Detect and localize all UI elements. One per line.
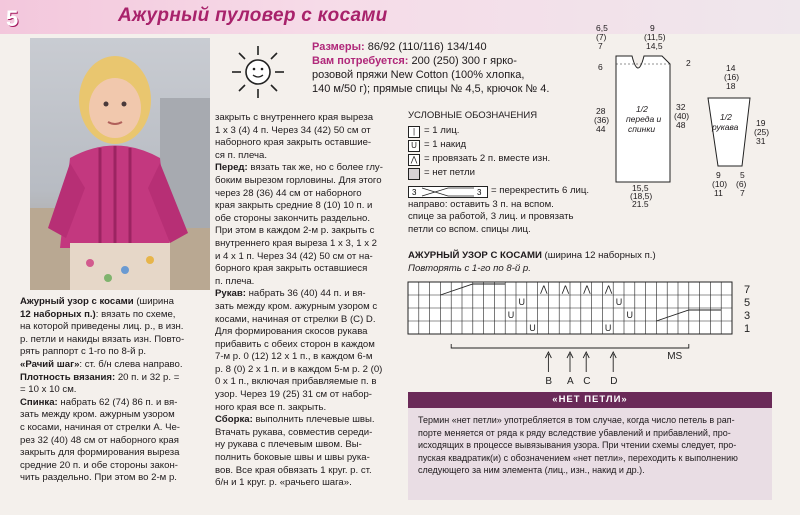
front-height-left: 28 xyxy=(596,106,606,116)
front-height-right-3: 48 xyxy=(676,120,686,130)
left-col-line xyxy=(20,422,215,435)
mid-col-line-text: края закрыть средние 8 (10) 10 п. и xyxy=(215,200,373,212)
left-col-line xyxy=(20,460,215,473)
chart-symbol: U xyxy=(518,297,525,307)
mid-col-line xyxy=(215,301,405,314)
mid-col-line-text: р. 8 (0) 2 х 1 п. и в каждом 5-м р. 2 (0) xyxy=(215,363,383,375)
front-height-right: 32 xyxy=(676,102,686,112)
mid-col-line xyxy=(215,175,405,188)
left-col-line-text: 20 п. и 32 р. = xyxy=(115,371,180,383)
left-col-line xyxy=(20,359,215,372)
front-top-left-3: 7 xyxy=(598,41,603,51)
mid-col-line xyxy=(215,112,405,125)
sizes-materials-block xyxy=(312,40,602,96)
sleeve-height: 19 xyxy=(756,118,766,128)
mid-col-line xyxy=(215,162,405,175)
no-stitch-symbol-icon xyxy=(408,168,420,180)
left-col-line-text: набрать 62 (74) 86 п. и вя- xyxy=(57,396,178,408)
left-text-column xyxy=(20,296,215,485)
mid-col-line-text: закрыть с внутреннего края выреза xyxy=(215,112,374,123)
mid-col-line-text: 7-м р. 0 (12) 12 х 1 п., в каждом 6-м xyxy=(215,351,373,363)
legend-item-knit-text: = 1 лиц. xyxy=(424,125,460,137)
girl-in-pullover-illustration xyxy=(30,38,210,290)
sleeve-pattern-diagram xyxy=(700,62,770,207)
left-col-line-text: средние 20 п. и обе стороны закон- xyxy=(20,459,178,471)
left-col-line xyxy=(20,334,215,347)
left-col-line xyxy=(20,435,215,448)
page-number: 5 xyxy=(6,6,19,31)
purl-two-together-symbol-icon: ⋀ xyxy=(408,154,420,166)
knit-symbol-icon: | xyxy=(408,126,420,138)
front-top-right-3: 14,5 xyxy=(646,41,663,51)
no-stitch-line: следующего за ним элемента (лиц., изн., накид и др.). xyxy=(418,465,645,475)
chart-arrow-label: D xyxy=(610,376,618,384)
schema-repeat: Повторять с 1-го по 8-й р. xyxy=(408,262,531,274)
mid-col-line xyxy=(215,414,405,427)
legend-item-no-stitch xyxy=(408,167,618,181)
mid-col-line xyxy=(215,389,405,402)
sleeve-height-3: 31 xyxy=(756,136,766,146)
materials-line1: 200 (250) 300 г ярко- xyxy=(411,55,517,67)
left-col-line-heading: Ажурный узор с косами xyxy=(20,296,134,307)
left-col-line-text: на которой приведены лиц. р., в изн. xyxy=(20,321,184,333)
mid-col-line xyxy=(215,326,405,339)
mid-col-line xyxy=(215,465,405,478)
no-stitch-line: Термин «нет петли» употребляется в том случае, когда число петель в рап- xyxy=(418,415,735,425)
mid-col-line xyxy=(215,439,405,452)
materials-line3: 140 м/50 г); прямые спицы № 4,5, крючок № 4. xyxy=(312,83,550,95)
no-stitch-line: исходящих в процессе вывязывания узора. При чтении схемы следует, про- xyxy=(418,440,737,450)
mid-col-line xyxy=(215,402,405,415)
page-title: Ажурный пуловер с косами xyxy=(118,5,388,26)
legend-block xyxy=(408,110,618,236)
mid-col-line-text: п. плеча. xyxy=(215,275,255,287)
left-col-line-heading: Плотность вязания: xyxy=(20,371,116,383)
mid-col-line-text: и 4 х 1 п. Через 34 (42) 50 см от на- xyxy=(215,250,373,262)
mid-col-line-text: 0 х 1 п., включая прибавляемые п. в xyxy=(215,376,377,388)
left-col-line-text: зать между кром. ажурным узором xyxy=(20,409,175,421)
left-col-line xyxy=(20,296,215,309)
chart-symbol: U xyxy=(604,323,612,333)
mid-col-line xyxy=(215,188,405,201)
mid-col-line xyxy=(215,200,405,213)
materials-line2: розовой пряжи New Cotton (100% хлопка, xyxy=(312,69,525,81)
chart-symbol: U xyxy=(615,297,623,307)
mid-col-line xyxy=(215,339,405,352)
front-side-left: 6 xyxy=(598,62,603,72)
chart-ms-bracket xyxy=(451,344,689,348)
sleeve-bottom-left-2: (10) xyxy=(712,179,728,189)
schema-heading-suffix: (ширина 12 наборных п.) xyxy=(541,250,656,261)
legend-title: УСЛОВНЫЕ ОБОЗНАЧЕНИЯ xyxy=(408,110,538,121)
mid-col-line-text: Втачать рукава, совместив середи- xyxy=(215,426,373,438)
legend-item-cable xyxy=(408,185,618,199)
no-stitch-box xyxy=(408,408,772,500)
mid-col-line xyxy=(215,213,405,226)
legend-item-yarnover xyxy=(408,139,618,153)
front-label-2: переда и xyxy=(626,114,662,124)
left-col-line-heading: Спинка: xyxy=(20,396,58,408)
left-col-line xyxy=(20,447,215,460)
no-stitch-heading: «НЕТ ПЕТЛИ» xyxy=(408,392,772,408)
front-bottom-3: 21,5 xyxy=(632,199,649,207)
left-col-line-text: : вязать по схеме, xyxy=(95,308,176,320)
schema-heading-block xyxy=(408,250,768,275)
chart-row-number: 7 xyxy=(744,284,751,296)
no-stitch-text xyxy=(408,408,772,483)
sleeve-label-2: рукава xyxy=(712,122,739,132)
front-height-right-2: (40) xyxy=(674,111,690,121)
mid-col-line xyxy=(215,427,405,440)
mid-col-line-text: наборного края закрыть оставшие- xyxy=(215,137,372,149)
mid-col-line-text: боким вырезом горловины. Для этого xyxy=(215,174,382,186)
mid-col-line-text: 1 х 3 (4) 4 п. Через 34 (42) 50 см от xyxy=(215,124,371,136)
mid-col-line-text: прибавить с обеих сторон в каждом xyxy=(215,338,375,350)
legend-cable-line2: направо: оставить 3 п. на вспом. xyxy=(408,198,554,210)
mid-col-line-text: выполнить плечевые швы. xyxy=(252,414,375,426)
no-stitch-line: пуская квадратик(и) с обозначением «нет петли», переходить к выполнению xyxy=(418,452,738,463)
sun-icon xyxy=(226,44,290,105)
mid-col-line xyxy=(215,452,405,465)
left-col-line-heading: 12 наборных п.) xyxy=(20,308,96,320)
mid-col-line xyxy=(215,225,405,238)
chart-symbol: ⋀ xyxy=(604,284,613,294)
mid-col-line xyxy=(215,477,405,490)
chart-arrow-label: C xyxy=(583,376,591,384)
left-col-line xyxy=(20,346,215,359)
chart-ms-label: MS xyxy=(667,351,683,362)
mid-col-line-heading: Сборка: xyxy=(215,414,253,426)
mid-col-line xyxy=(215,276,405,289)
mid-col-line-text: При этом в каждом 2-м р. закрыть с xyxy=(215,225,375,237)
sleeve-bottom-left: 9 xyxy=(716,170,721,180)
sleeve-bottom-left-3: 11 xyxy=(714,188,723,198)
left-col-line xyxy=(20,384,215,397)
mid-col-line-text: Для формирования скосов рукава xyxy=(215,326,368,338)
mid-col-line-text: б/н и 1 круг. р. «рачьего шага». xyxy=(215,477,352,489)
left-col-line-text: (ширина xyxy=(133,296,174,307)
sleeve-bottom-right-3: 7 xyxy=(740,188,745,198)
front-height-left-3: 44 xyxy=(596,124,606,134)
front-bottom: 15,5 xyxy=(632,183,649,193)
mid-col-line-text: зать между кром. ажурным узором с xyxy=(215,300,378,312)
legend-item-yarnover-text: = 1 накид xyxy=(424,139,467,151)
front-label: 1/2 xyxy=(636,104,648,114)
mid-col-line-heading: Рукав: xyxy=(215,288,246,300)
chart-symbol: U xyxy=(507,310,515,320)
mid-col-line xyxy=(215,314,405,327)
chart-arrow-label: A xyxy=(567,376,574,384)
left-col-line-text: рез 32 (40) 48 см от наборного края xyxy=(20,434,179,446)
sleeve-label: 1/2 xyxy=(720,112,732,122)
left-col-line-text: р. петли и накиды вязать изн. Повто- xyxy=(20,333,185,345)
model-photo xyxy=(30,38,210,290)
left-col-line-text: чить раздельно. При этом во 2-м р. xyxy=(20,472,177,484)
left-col-line xyxy=(20,372,215,385)
mid-col-line xyxy=(215,238,405,251)
mid-col-line-text: ного края все п. закрыть. xyxy=(215,401,327,413)
chart-row-number: 1 xyxy=(744,323,751,335)
mid-col-line xyxy=(215,376,405,389)
mid-col-line-text: ну рукава с плечевым швом. Вы- xyxy=(215,439,362,451)
legend-item-knit xyxy=(408,125,618,139)
mid-col-line xyxy=(215,251,405,264)
schema-heading: АЖУРНЫЙ УЗОР С КОСАМИ xyxy=(408,250,542,261)
chart-symbol: ⋀ xyxy=(561,284,570,294)
mid-col-line-text: полнить боковые швы и швы рука- xyxy=(215,452,370,464)
front-height-left-2: (36) xyxy=(594,115,610,125)
legend-item-no-stitch-text: = нет петли xyxy=(424,167,475,179)
chart-symbol: U xyxy=(626,310,633,320)
sleeve-top-2: (16) xyxy=(724,72,740,82)
front-label-3: спинки xyxy=(628,124,656,134)
mid-col-line-text: внутреннего края выреза 1 х 3, 1 х 2 xyxy=(215,237,377,249)
mid-col-line xyxy=(215,137,405,150)
front-top-left: 6,5 xyxy=(596,23,608,33)
left-col-line-text: = 10 х 10 см. xyxy=(20,384,77,396)
mid-col-line-text: набрать 36 (40) 44 п. и вя- xyxy=(245,288,366,300)
left-col-line-heading: «Рачий шаг» xyxy=(20,358,80,370)
mid-col-line-text: узор. Через 19 (25) 31 см от набор- xyxy=(215,389,372,401)
mid-col-line xyxy=(215,263,405,276)
front-top-left-2: (7) xyxy=(596,32,607,42)
chart-row-number: 5 xyxy=(744,297,751,309)
mid-col-line-text: косами, начиная от стрелки В (С) D. xyxy=(215,313,376,325)
sizes-value: 86/92 (110/116) 134/140 xyxy=(367,41,487,53)
svg-text:3: 3 xyxy=(477,187,482,197)
left-col-line-text: с косами, начиная от стрелки А. Че- xyxy=(20,421,180,433)
legend-item-p2tog xyxy=(408,153,618,167)
sleeve-bottom-right-2: (6) xyxy=(736,179,747,189)
left-col-line xyxy=(20,472,215,485)
mid-col-line-text: ся п. плеча. xyxy=(215,149,267,161)
chart-symbol: ⋀ xyxy=(540,284,548,294)
mid-col-line xyxy=(215,351,405,364)
sizes-label: Размеры: xyxy=(312,41,365,53)
legend-cable-text: = перекрестить 6 лиц. xyxy=(491,185,590,197)
no-stitch-line: порте меняется от ряда к ряду вследствие убавлений и прибавлений, про- xyxy=(418,427,731,438)
front-top-right-2: (11,5) xyxy=(644,32,666,42)
front-side-right: 2 xyxy=(686,58,691,68)
cable-symbol-icon xyxy=(408,186,488,198)
legend-cable-line4: петли со вспом. спицы лиц. xyxy=(408,223,531,235)
mid-col-line xyxy=(215,364,405,377)
mid-col-line-text: через 28 (36) 44 см от наборного xyxy=(215,187,362,199)
left-col-line xyxy=(20,309,215,322)
mid-col-line xyxy=(215,125,405,138)
front-bottom-2: (18,5) xyxy=(630,191,653,201)
mid-col-line-text: вязать так же, но с более глу- xyxy=(247,162,383,174)
mid-col-line xyxy=(215,150,405,163)
left-col-line xyxy=(20,321,215,334)
left-col-line-text: : ст. б/н слева направо. xyxy=(79,358,183,370)
front-top-right: 9 xyxy=(650,23,655,33)
sleeve-height-2: (25) xyxy=(754,127,770,137)
mid-col-line-text: обе стороны закончить раздельно. xyxy=(215,212,371,224)
left-col-line-text: рять раппорт с 1-го по 8-й р. xyxy=(20,346,147,358)
left-col-line-text: закрыть для формирования выреза xyxy=(20,447,180,459)
legend-item-p2tog-text: = провязать 2 п. вместе изн. xyxy=(424,153,551,165)
legend-cable-line3: спице за работой, 3 лиц. и провязать xyxy=(408,211,574,223)
left-col-line xyxy=(20,409,215,422)
chart-symbol: U xyxy=(529,323,536,333)
yarnover-symbol-icon: U xyxy=(408,140,420,152)
sleeve-top: 14 xyxy=(726,63,736,73)
chart-row-number: 3 xyxy=(744,310,751,322)
mid-col-line-heading: Перед: xyxy=(215,162,248,174)
sleeve-bottom-right: 5 xyxy=(740,170,745,180)
chart-arrow-label: B xyxy=(545,376,553,384)
left-col-line xyxy=(20,397,215,410)
knitting-chart xyxy=(406,280,768,389)
mid-col-line-text: борного края закрыть оставшиеся xyxy=(215,263,368,275)
chart-symbol: ⋀ xyxy=(583,284,591,294)
svg-text:3: 3 xyxy=(412,187,417,197)
mid-col-line-text: вов. Все края обвязать 1 круг. р. ст. xyxy=(215,464,372,476)
materials-label: Вам потребуется: xyxy=(312,55,409,67)
sleeve-top-3: 18 xyxy=(726,81,736,91)
mid-col-line xyxy=(215,288,405,301)
middle-text-column xyxy=(215,112,405,490)
